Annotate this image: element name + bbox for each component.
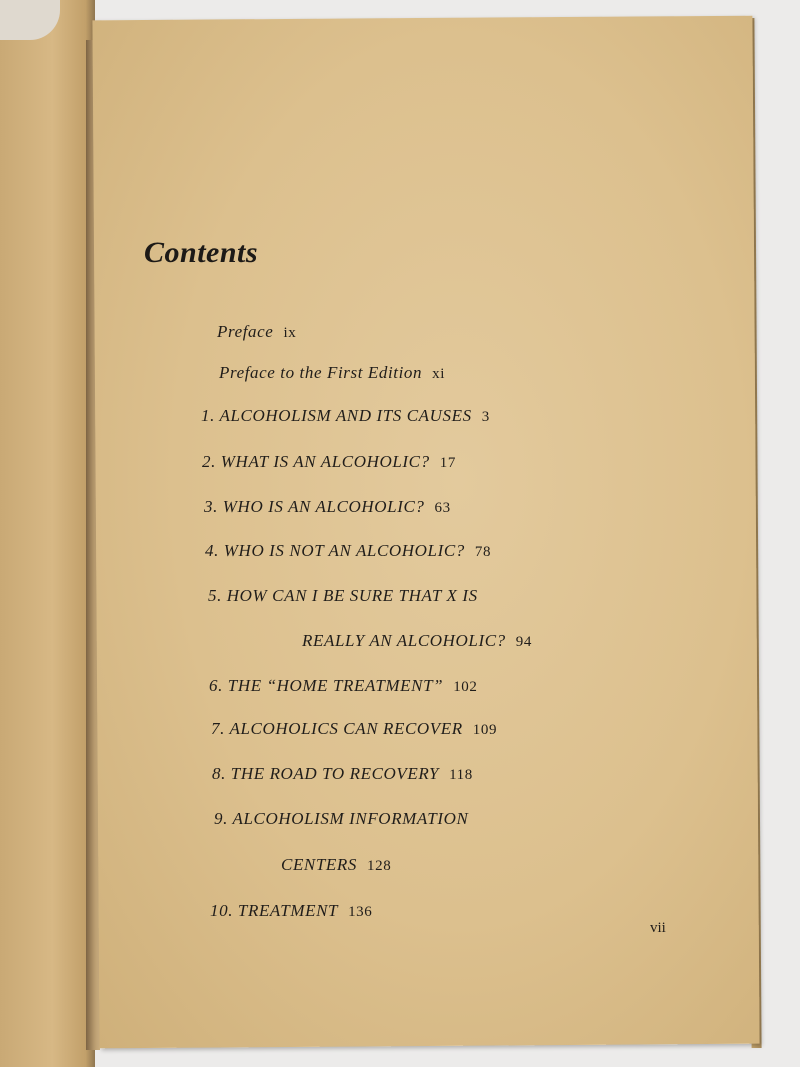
toc-entry-chapter-2 [202,452,456,472]
toc-entry-page: ix [283,325,297,341]
toc-entry-page: 102 [453,679,478,695]
toc-entry-page: 63 [434,500,451,516]
toc-entry-chapter-4 [205,541,491,561]
toc-entry-chapter-8 [212,764,473,784]
toc-entry-page: 17 [439,455,456,471]
toc-entry-label: 9. ALCOHOLISM INFORMATION [214,809,469,828]
toc-entry-chapter-9 [214,809,478,829]
toc-entry-label: CENTERS [281,855,357,874]
toc-entry-chapter-5-continued [302,631,532,651]
toc-entry-label: 5. HOW CAN I BE SURE THAT X IS [208,586,478,605]
toc-entry-label: 8. THE ROAD TO RECOVERY [212,764,440,783]
toc-entry-chapter-7 [211,719,497,739]
toc-entry-chapter-5 [208,586,488,606]
toc-entry-chapter-9-continued [281,855,391,875]
toc-entry-label: 10. TREATMENT [210,901,339,920]
toc-entry-page: 118 [449,767,473,783]
toc-entry-preface-first-edition [219,363,445,383]
toc-entry-chapter-6 [209,676,478,696]
toc-entry-label: 7. ALCOHOLICS CAN RECOVER [211,719,463,738]
toc-entry-page: 128 [367,858,392,874]
page-title: Contents [144,236,259,269]
toc-entry-label: 2. WHAT IS AN ALCOHOLIC? [202,452,430,471]
toc-entry-chapter-1 [201,406,490,426]
toc-entry-chapter-10 [210,901,372,921]
toc-entry-preface [217,322,296,342]
toc-entry-label: Preface to the First Edition [219,363,423,382]
toc-entry-page: 78 [474,544,492,560]
toc-entry-label: 1. ALCOHOLISM AND ITS CAUSES [201,406,472,425]
toc-entry-page: 136 [348,904,373,920]
toc-entry-label: REALLY AN ALCOHOLIC? [302,631,506,650]
facing-page [0,0,95,1067]
toc-entry-page: 109 [472,722,498,738]
toc-entry-page: xi [432,366,446,382]
toc-entry-label: 4. WHO IS NOT AN ALCOHOLIC? [205,541,465,560]
toc-entry-page: 3 [481,409,490,425]
toc-entry-chapter-3 [204,497,451,517]
toc-entry-page: 94 [515,634,532,650]
page-number: vii [650,920,666,936]
book-page [92,16,759,1049]
toc-entry-label: 6. THE “HOME TREATMENT” [209,676,444,695]
toc-entry-label: Preface [217,322,274,341]
toc-entry-label: 3. WHO IS AN ALCOHOLIC? [204,497,425,516]
